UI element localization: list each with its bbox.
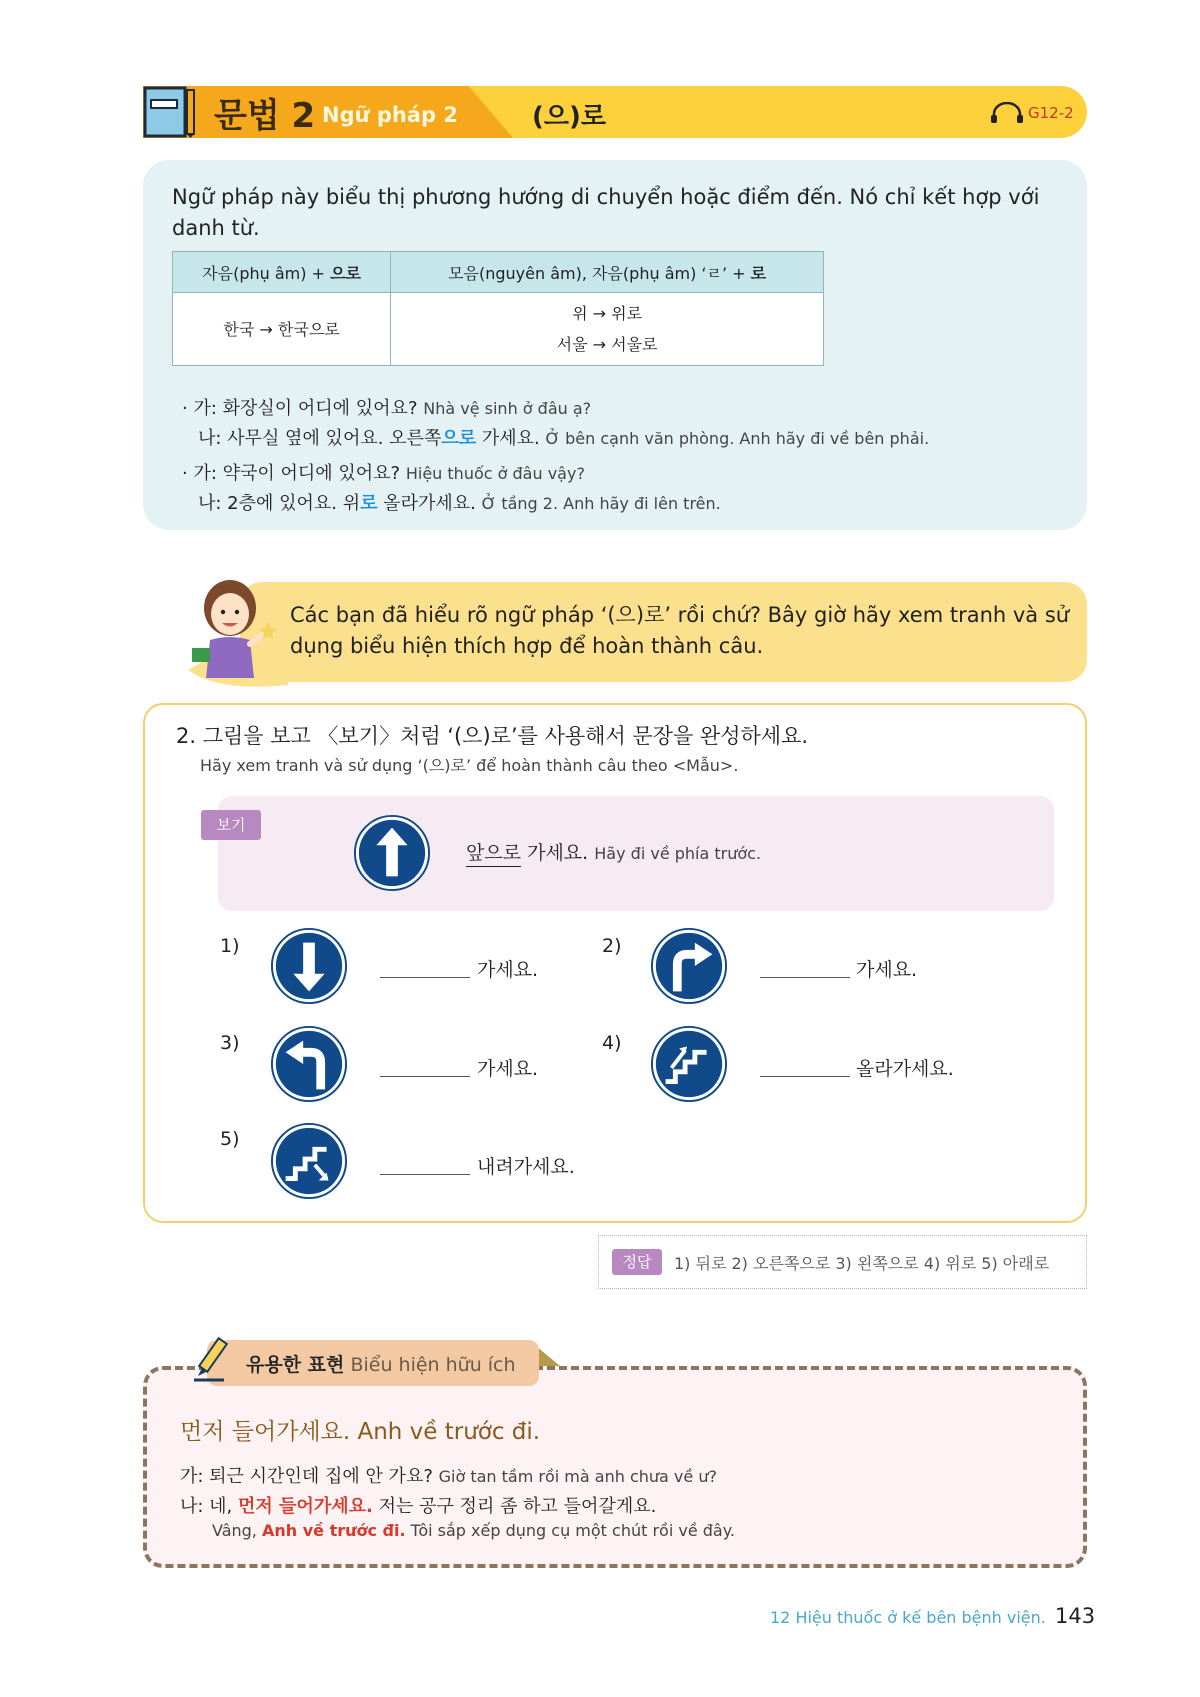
item-1-blank[interactable] (380, 976, 470, 978)
exercise-subtitle: Hãy xem tranh và sử dụng ‘(으)로’ để hoàn thành câu theo <Mẫu>. (200, 756, 739, 775)
arrow-turn-right-icon (650, 927, 728, 1005)
answer-text: 1) 뒤로 2) 오른쪽으로 3) 왼쪽으로 4) 위로 5) 아래로 (674, 1254, 1050, 1273)
useful-expression-tab-label: 유용한 표현 Biểu hiện hữu ích (246, 1354, 516, 1376)
example-1-answer: 나: 사무실 옆에 있어요. 오른쪽으로 가세요. Ở bên cạnh văn phòng. Anh hãy đi về bên phải. (198, 428, 930, 449)
page-title: 문법 2 (214, 96, 316, 136)
item-3-tail: 가세요. (477, 1058, 539, 1080)
arrow-down-icon (270, 927, 348, 1005)
item-2-number: 2) (602, 935, 622, 957)
example-1-question: · 가: 화장실이 어디에 있어요? Nhà vệ sinh ở đâu ạ? (182, 398, 592, 419)
audio-track[interactable] (990, 102, 1074, 124)
item-3-blank[interactable] (380, 1075, 470, 1077)
exercise-title: 2. 그림을 보고 〈보기〉처럼 ‘(으)로’를 사용해서 문장을 완성하세요. (176, 724, 809, 748)
item-3-number: 3) (220, 1032, 240, 1054)
item-4-blank[interactable] (760, 1075, 850, 1077)
pencil-icon (190, 1334, 238, 1384)
sample-label: 보기 (201, 810, 261, 840)
stairs-up-icon (650, 1025, 728, 1103)
useful-line-3: Vâng, Anh về trước đi. Tôi sắp xếp dụng cụ một chút rồi về đây. (212, 1521, 735, 1540)
grammar-pattern: (으)로 (532, 102, 606, 132)
chapter-footer: 12 Hiệu thuốc ở kế bên bệnh viện. (770, 1608, 1046, 1627)
grammar-table (172, 251, 824, 366)
table-header-consonant: 자음(phụ âm) + 으로 (173, 252, 391, 293)
arrow-up-icon (353, 814, 431, 892)
example-2-answer: 나: 2층에 있어요. 위로 올라가세요. Ở tầng 2. Anh hãy đi lên trên. (198, 493, 721, 514)
grammar-description: Ngữ pháp này biểu thị phương hướng di chuyển hoặc điểm đến. Nó chỉ kết hợp với danh từ. (172, 185, 1040, 240)
item-2-blank[interactable] (760, 976, 850, 978)
stairs-down-icon (270, 1122, 348, 1200)
useful-expression-heading: 먼저 들어가세요. Anh về trước đi. (180, 1419, 541, 1445)
arrow-turn-left-icon (270, 1025, 348, 1103)
example-2-question: · 가: 약국이 어디에 있어요? Hiệu thuốc ở đâu vậy? (182, 463, 585, 484)
bubble-text: Các bạn đã hiểu rõ ngữ pháp ‘(으)로’ rồi chứ? Bây giờ hãy xem tranh và sử dụng biểu hiện thích hợp để hoàn thành câu. (290, 603, 1070, 658)
item-5-tail: 내려가세요. (477, 1156, 575, 1178)
item-5-blank[interactable] (380, 1173, 470, 1175)
page-subtitle: Ngữ pháp 2 (322, 103, 458, 127)
audio-code: G12-2 (1028, 104, 1074, 122)
headphones-icon (990, 102, 1024, 124)
book-icon (143, 86, 199, 138)
item-4-tail: 올라가세요. (856, 1058, 954, 1080)
answer-label: 정답 (612, 1249, 662, 1275)
tab-corner (536, 1346, 560, 1366)
table-cell-consonant: 한국 → 한국으로 (173, 293, 391, 366)
sample-sentence: 앞으로 가세요. Hãy đi về phía trước. (466, 838, 761, 865)
useful-line-2: 나: 네, 먼저 들어가세요. 저는 공구 정리 좀 하고 들어갈게요. (180, 1496, 657, 1517)
teacher-icon (188, 578, 278, 686)
useful-line-1: 가: 퇴근 시간인데 집에 안 가요? Giờ tan tầm rồi mà anh chưa về ư? (180, 1466, 717, 1487)
page-number: 143 (1055, 1604, 1096, 1628)
item-1-tail: 가세요. (477, 959, 539, 981)
item-1-number: 1) (220, 935, 240, 957)
item-5-number: 5) (220, 1128, 240, 1150)
item-4-number: 4) (602, 1032, 622, 1054)
table-header-vowel: 모음(nguyên âm), 자음(phụ âm) ‘ㄹ’ + 로 (391, 252, 824, 293)
item-2-tail: 가세요. (856, 959, 918, 981)
table-cell-vowel: 위 → 위로 서울 → 서울로 (391, 293, 824, 366)
